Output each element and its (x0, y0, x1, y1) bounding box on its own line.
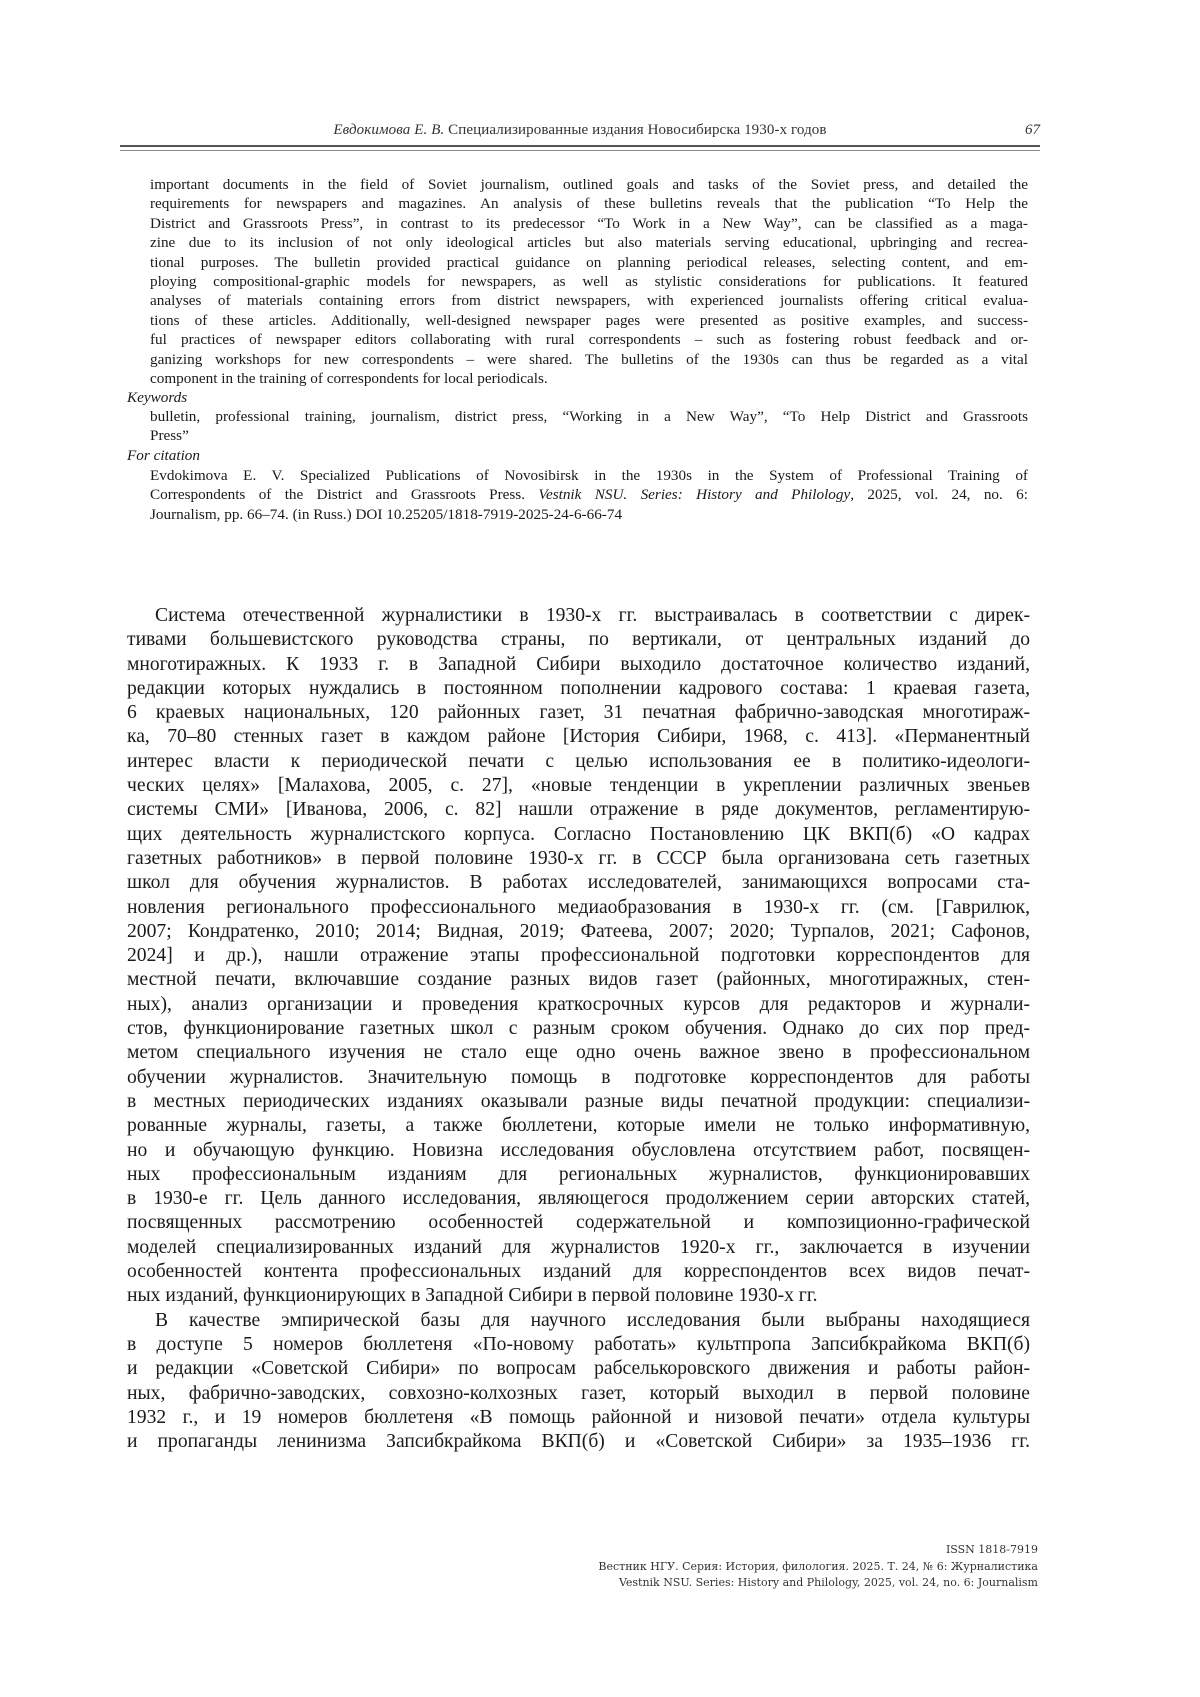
body-line: рованные журналы, газеты, а также бюллетени, которые имели не только информативную, (127, 1115, 1030, 1137)
citation-line: Evdokimova E. V. Specialized Publications of Novosibirsk in the 1930s in the System of Professional Training of (150, 467, 1028, 484)
footer-issn: ISSN 1818-7919 (945, 1543, 1038, 1556)
abstract-line: ganizing workshops for new correspondents – were shared. The bulletins of the 1930s can thus be regarded as a vital (150, 350, 1028, 368)
citation-journal-name: Vestnik NSU. Series: History and Philology (538, 486, 851, 504)
body-line: в доступе 5 номеров бюллетеня «По-новому работать» культпропа Запсибкрайкома ВКП(б) (127, 1333, 1030, 1355)
page-footer (598, 1542, 1038, 1592)
keywords-label: Keywords (127, 389, 188, 406)
body-line: щих деятельность журналистского корпуса. Согласно Постановлению ЦК ВКП(б) «О кадрах (127, 823, 1030, 845)
body-line: ных, фабрично-заводских, совхозно-колхозных газет, который выходил в первой половине (127, 1382, 1030, 1404)
abstract-line: ful practices of newspaper editors collaborating with rural correspondents – such as fostering robust feedback and or- (150, 331, 1028, 349)
footer-journal-ru: Вестник НГУ. Серия: История, филология. 2025. Т. 24, № 6: Журналистика (598, 1559, 1038, 1573)
abstract-text (150, 175, 1028, 388)
body-line: 6 краевых национальных, 120 районных газет, 31 печатная фабрично-заводская многотираж- (127, 702, 1030, 724)
citation-label: For citation (127, 447, 200, 464)
body-line: В качестве эмпирической базы для научного исследования были выбраны находящиеся (155, 1309, 1030, 1331)
running-head-author: Евдокимова Е. В. (333, 122, 445, 138)
abstract-line: component in the training of correspondents for local periodicals. (150, 370, 548, 388)
body-line: новления регионального профессионального медиаобразования в 1930-х гг. (см. [Гаврилюк, (127, 896, 1030, 918)
citation-doi-line: Journalism, pp. 66–74. (in Russ.) DOI 10.25205/1818-7919-2025-24-6-66-74 (150, 505, 623, 523)
body-line: посвященных рассмотрению особенностей содержательной и композиционно-графической (127, 1212, 1030, 1234)
citation-text (150, 466, 1028, 524)
body-line: ных), анализ организации и проведения краткосрочных курсов для редакторов и журнали- (127, 993, 1030, 1015)
running-head-title (120, 122, 1040, 139)
body-line: интерес власти к периодической печати с целью использования ее в политико-идеологи- (127, 750, 1030, 772)
citation-volume-info: , 2025, vol. 24, no. 6: (850, 486, 1028, 504)
body-line: Система отечественной журналистики в 1930-х гг. выстраивалась в соответствии с дирек- (155, 605, 1030, 626)
body-line: 2024] и др.), нашли отражение этапы профессиональной подготовки корреспондентов для (127, 945, 1030, 967)
main-body-text (127, 604, 1030, 1454)
body-line: особенностей контента профессиональных изданий для корреспондентов всех видов печат- (127, 1261, 1030, 1283)
body-line: и редакции «Советской Сибири» по вопросам рабселькоровского движения и работы район- (127, 1358, 1030, 1380)
body-line: редакции которых нуждались в постоянном пополнении кадрового состава: 1 краевая газета, (127, 677, 1030, 699)
body-line: ных профессиональным изданиям для региональных журналистов, функционировавших (127, 1163, 1030, 1185)
body-paragraph-1 (127, 604, 1030, 1309)
abstract-line: important documents in the field of Soviet journalism, outlined goals and tasks of the Soviet press, and detailed the (150, 176, 1028, 193)
abstract-line: zine due to its inclusion of not only ideological articles but also materials serving educational, upbringing and recrea- (150, 234, 1028, 252)
header-rule (120, 145, 1040, 151)
body-line: ческих целях» [Малахова, 2005, с. 27], «новые тенденции в укреплении различных звеньев (127, 775, 1030, 797)
keywords-line: bulletin, professional training, journalism, district press, “Working in a New Way”, “To Help District and Grassroots (150, 408, 1028, 425)
body-line: системы СМИ» [Иванова, 2006, с. 82] нашли отражение в ряде документов, регламентирую- (127, 799, 1030, 821)
body-line: в местных периодических изданиях оказывали разные виды печатной продукции: специализи- (127, 1090, 1030, 1112)
body-line: 1932 г., и 19 номеров бюллетеня «В помощь районной и низовой печати» отдела культуры (127, 1406, 1030, 1428)
footer-journal-en: Vestnik NSU. Series: History and Philology, 2025, vol. 24, no. 6: Journalism (618, 1576, 1038, 1589)
body-line: метом специального изучения не стало еще одно очень важное звено в профессиональном (127, 1042, 1030, 1064)
page-number: 67 (1025, 122, 1040, 138)
abstract-line: tional purposes. The bulletin provided practical guidance on planning periodical releases, selecting content, and em- (150, 253, 1028, 271)
body-line: многотиражных. К 1933 г. в Западной Сибири выходило достаточное количество изданий, (127, 653, 1030, 675)
body-line: моделей специализированных изданий для журналистов 1920-х гг., заключается в изучении (127, 1236, 1030, 1258)
body-line: в 1930-е гг. Цель данного исследования, являющегося продолжением серии авторских статей, (127, 1188, 1030, 1210)
citation-line (150, 485, 1028, 504)
body-line: местной печати, включавшие создание разных видов газет (районных, многотиражных, стен- (127, 969, 1030, 991)
body-line: и пропаганды ленинизма Запсибкрайкома ВКП(б) и «Советской Сибири» за 1935–1936 гг. (127, 1431, 1030, 1453)
body-line: газетных работников» в первой половине 1930-х гг. в СССР была организована сеть газетных (127, 847, 1030, 869)
abstract-line: tions of these articles. Additionally, well-designed newspaper pages were presented as positive examples, and success- (150, 311, 1028, 329)
keywords-line: Press” (150, 427, 189, 445)
running-head-article-title: Специализированные издания Новосибирска 1930-х годов (448, 122, 827, 138)
body-line: тивами большевистского руководства страны, по вертикали, от центральных изданий до (127, 629, 1030, 651)
citation-authors-title: Correspondents of the District and Grassroots Press. (150, 486, 539, 504)
body-line: ных изданий, функционирующих в Западной Сибири в первой половине 1930-х гг. (127, 1285, 818, 1307)
body-line: обучении журналистов. Значительную помощь в подготовке корреспондентов для работы (127, 1066, 1030, 1088)
body-line: школ для обучения журналистов. В работах исследователей, занимающихся вопросами ста- (127, 872, 1030, 894)
body-line: ка, 70–80 стенных газет в каждом районе [История Сибири, 1968, с. 413]. «Перманентный (127, 726, 1030, 748)
running-head (120, 122, 1040, 144)
body-line: но и обучающую функцию. Новизна исследования обусловлена отсутствием работ, посвящен- (127, 1139, 1030, 1161)
abstract-line: analyses of materials containing errors from district newspapers, with experienced journalists offering critical evalua- (150, 292, 1028, 310)
body-paragraph-2 (127, 1309, 1030, 1455)
body-line: стов, функционирование газетных школ с разным сроком обучения. Однако до сих пор пред- (127, 1018, 1030, 1040)
keywords-text (150, 407, 1028, 446)
abstract-line: requirements for newspapers and magazines. An analysis of these bulletins reveals that the publication “To Help the (150, 195, 1028, 213)
abstract-line: District and Grassroots Press”, in contrast to its predecessor “To Work in a New Way”, can be classified as a maga- (150, 214, 1028, 232)
abstract-line: ploying compositional-graphic models for newspapers, as well as stylistic considerations for publications. It featured (150, 273, 1028, 291)
body-line: 2007; Кондратенко, 2010; 2014; Видная, 2019; Фатеева, 2007; 2020; Турпалов, 2021; Сафонов, (127, 920, 1030, 942)
